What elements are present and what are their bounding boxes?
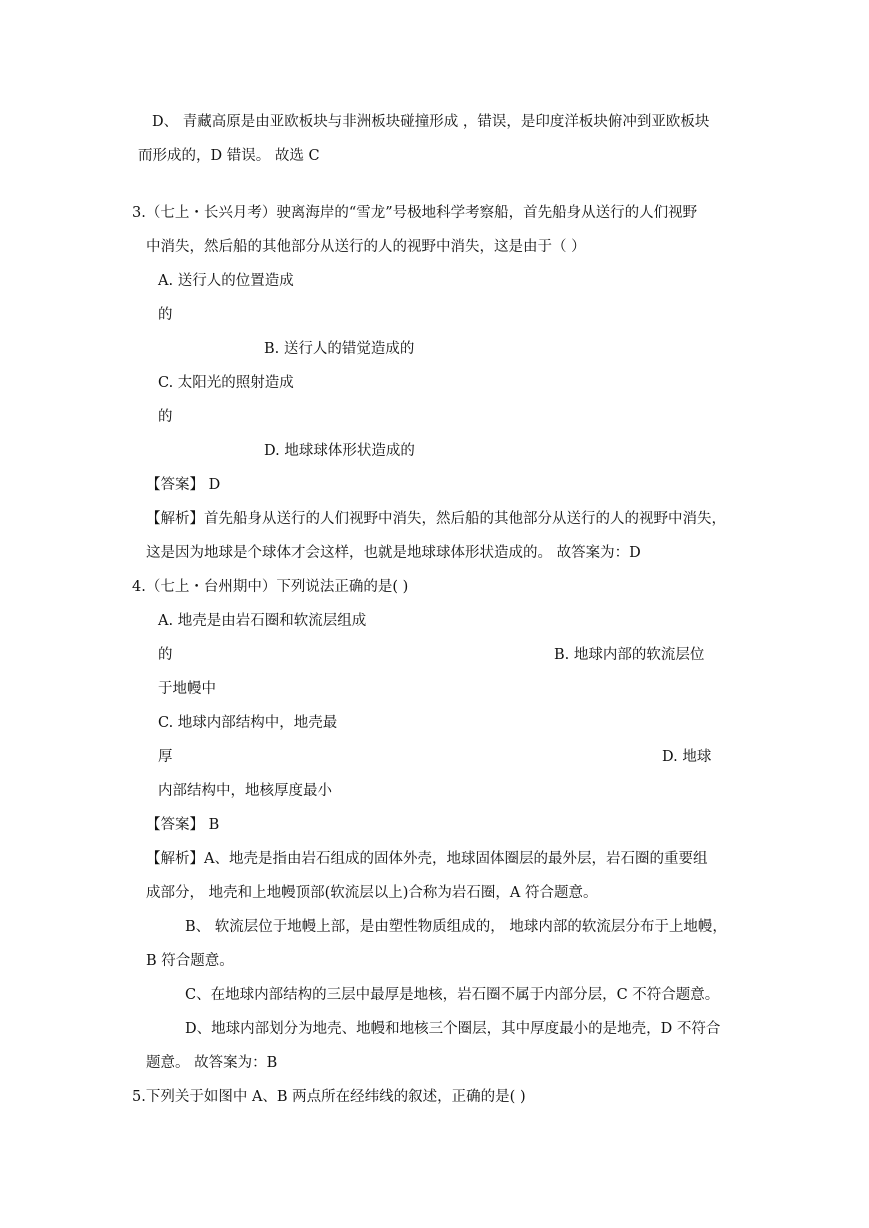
q3-option-a: A. 送行人的位置造成: [158, 273, 294, 289]
q4-option-d: D. 地球: [662, 749, 712, 765]
q4-analysis-line2: 成部分， 地壳和上地幔顶部(软流层以上)合称为岩石圈，A 符合题意。: [146, 885, 598, 901]
q4-analysis-b-line2: B 符合题意。: [146, 953, 234, 969]
q2-option-d-line1: D、 青藏高原是由亚欧板块与非洲板块碰撞形成 ，错误，是印度洋板块俯冲到亚欧板块: [152, 114, 710, 130]
q4-option-c-wrap: 厚: [158, 749, 173, 765]
q3-stem-line2: 中消失，然后船的其他部分从送行的人的视野中消失，这是由于（ ）: [146, 239, 586, 255]
q5-stem: 5.下列关于如图中 A、B 两点所在经纬线的叙述，正确的是( ): [132, 1089, 526, 1105]
q3-stem-line1: 3.（七上・长兴月考）驶离海岸的“雪龙”号极地科学考察船，首先船身从送行的人们视野: [132, 205, 698, 221]
q2-option-d-line2: 而形成的，D 错误。 故选 C: [138, 148, 320, 164]
q3-option-c: C. 太阳光的照射造成: [158, 375, 294, 391]
q3-option-c-wrap: 的: [158, 409, 173, 425]
q3-answer: 【答案】 D: [146, 477, 221, 493]
q3-option-d: D. 地球球体形状造成的: [264, 443, 415, 459]
q4-option-b: B. 地球内部的软流层位: [554, 647, 705, 663]
q4-option-a: A. 地壳是由岩石圈和软流层组成: [158, 613, 367, 629]
q4-answer: 【答案】 B: [146, 817, 220, 833]
q4-analysis-b-line1: B、 软流层位于地幔上部，是由塑性物质组成的， 地球内部的软流层分布于上地幔，: [185, 919, 727, 935]
q4-analysis-d-line2: 题意。 故答案为：B: [146, 1055, 278, 1071]
q4-option-b-wrap: 于地幔中: [158, 681, 216, 697]
q4-stem: 4.（七上・台州期中）下列说法正确的是( ): [132, 579, 409, 595]
q3-analysis-line1: 【解析】首先船身从送行的人们视野中消失，然后船的其他部分从送行的人的视野中消失，: [146, 511, 726, 527]
q4-analysis-c: C、在地球内部结构的三层中最厚是地核，岩石圈不属于内部分层，C 不符合题意。: [185, 987, 720, 1003]
q3-option-b: B. 送行人的错觉造成的: [264, 341, 415, 357]
q4-analysis-d-line1: D、地球内部划分为地壳、地幔和地核三个圈层，其中厚度最小的是地壳，D 不符合: [185, 1021, 721, 1037]
q4-option-c: C. 地球内部结构中，地壳最: [158, 715, 338, 731]
q4-option-a-wrap: 的: [158, 647, 173, 663]
q4-analysis-line1: 【解析】A、地壳是指由岩石组成的固体外壳，地球固体圈层的最外层，岩石圈的重要组: [146, 851, 708, 867]
q3-option-a-wrap: 的: [158, 307, 173, 323]
q4-option-d-wrap: 内部结构中，地核厚度最小: [158, 783, 332, 799]
q3-analysis-line2: 这是因为地球是个球体才会这样，也就是地球球体形状造成的。 故答案为：D: [146, 545, 641, 561]
